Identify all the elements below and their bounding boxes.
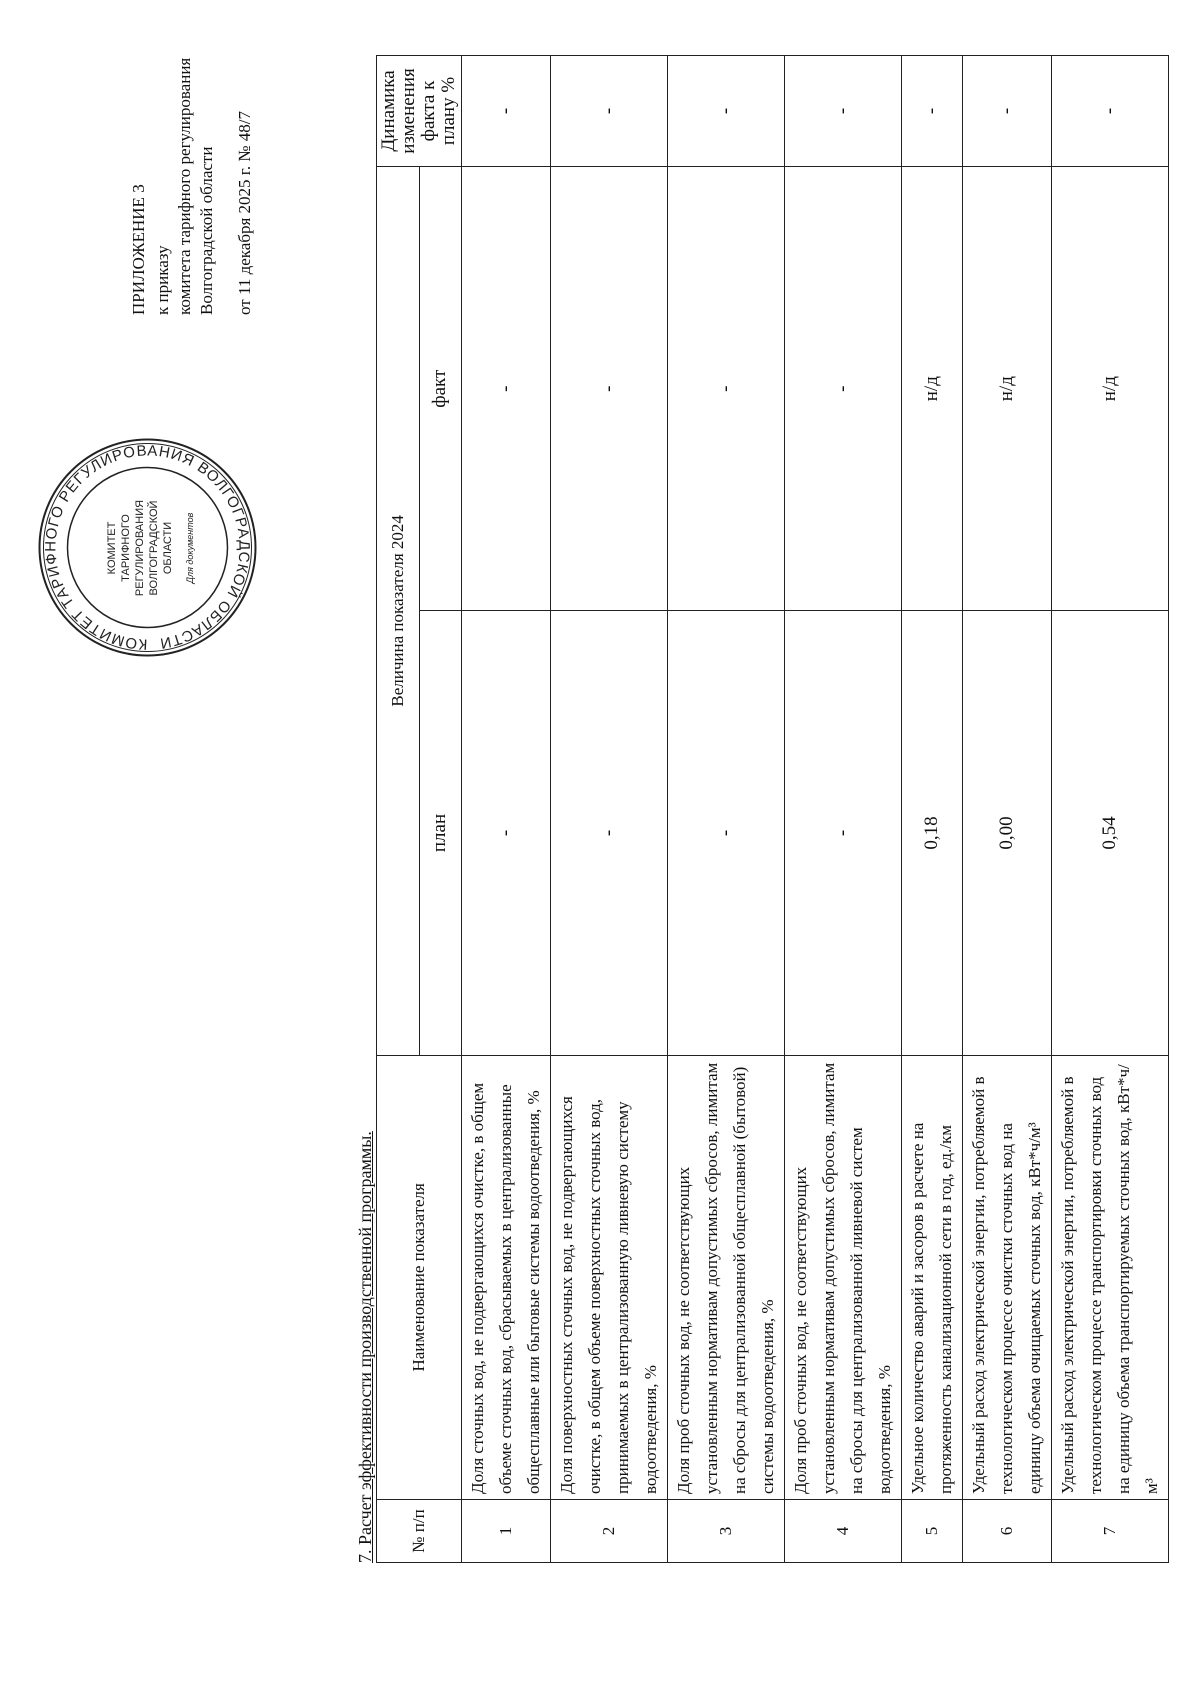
row-num: 6	[963, 1500, 1052, 1563]
row-num: 7	[1052, 1500, 1169, 1563]
row-name: Удельный расход электрической энергии, потребляемой в технологическом процессе транспортировки сточных вод на единицу объема транспортируемых сточных вод, кВт*ч/м³	[1052, 1055, 1169, 1499]
official-seal	[35, 435, 260, 660]
row-name: Удельное количество аварий и засоров в расчете на протяженность канализационной сети в год, ед./км	[902, 1055, 963, 1499]
row-num: 5	[902, 1500, 963, 1563]
row-fact: -	[668, 167, 785, 611]
svg-text:Для документов: Для документов	[185, 512, 195, 584]
row-dynamics: -	[462, 56, 551, 167]
row-dynamics: -	[668, 56, 785, 167]
table-row	[668, 56, 785, 1563]
row-num: 3	[668, 1500, 785, 1563]
appendix-title: ПРИЛОЖЕНИЕ 3	[129, 184, 148, 315]
row-name: Доля проб сточных вод, не соответствующих установленным нормативам допустимых сбросов, лимитам на сбросы для централизованной общесплавной (бытовой) системы водоотведения, %	[668, 1055, 785, 1499]
row-fact: н/д	[1052, 167, 1169, 611]
header-plan: план	[419, 611, 462, 1055]
table-row	[963, 56, 1052, 1563]
appendix-date: от 11 декабря 2025 г. № 48/7	[235, 110, 254, 315]
header-value-group: Величина показателя 2024	[377, 167, 420, 1056]
row-num: 4	[785, 1500, 902, 1563]
row-fact: -	[462, 167, 551, 611]
row-name: Удельный расход электрической энергии, потребляемой в технологическом процессе очистки сточных вод на единицу объема очищаемых сточных вод, кВт*ч/м³	[963, 1055, 1052, 1499]
table-row	[785, 56, 902, 1563]
appendix-line-1: к приказу	[153, 245, 172, 315]
header-name: Наименование показателя	[377, 1055, 462, 1499]
seal-graphic	[35, 435, 260, 660]
row-dynamics: -	[1052, 56, 1169, 167]
row-dynamics: -	[963, 56, 1052, 167]
efficiency-table	[376, 55, 1169, 1563]
row-dynamics: -	[551, 56, 668, 167]
row-fact: -	[551, 167, 668, 611]
row-num: 1	[462, 1500, 551, 1563]
row-plan: -	[668, 611, 785, 1055]
row-plan: 0,00	[963, 611, 1052, 1055]
header-num: № п/п	[377, 1500, 462, 1563]
row-name: Доля сточных вод, не подвергающихся очистке, в общем объеме сточных вод, сбрасываемых в централизованные общесплавные или бытовые системы водоотведения, %	[462, 1055, 551, 1499]
table-row	[1052, 56, 1169, 1563]
table-row	[902, 56, 963, 1563]
row-dynamics: -	[785, 56, 902, 167]
row-plan: 0,18	[902, 611, 963, 1055]
table-row	[462, 56, 551, 1563]
row-name: Доля проб сточных вод, не соответствующих установленным нормативам допустимых сбросов, лимитам на сбросы для централизованной ливневой систем водоотведения, %	[785, 1055, 902, 1499]
svg-text:КОМИТЕТ ТАРИФНОГО РЕГУЛИРОВАНИ: КОМИТЕТ ТАРИФНОГО РЕГУЛИРОВАНИЯ ВОЛГОГРАДСКОЙ ОБЛАСТИ	[42, 442, 253, 653]
row-plan: -	[462, 611, 551, 1055]
table-row	[551, 56, 668, 1563]
appendix-line-2: комитета тарифного регулирования	[175, 57, 194, 315]
header-fact: факт	[419, 167, 462, 611]
svg-text:ТАРИФНОГО: ТАРИФНОГО	[120, 514, 132, 582]
svg-text:РЕГУЛИРОВАНИЯ: РЕГУЛИРОВАНИЯ	[134, 499, 146, 597]
row-dynamics: -	[902, 56, 963, 167]
svg-text:КОМИТЕТ: КОМИТЕТ	[106, 521, 118, 575]
section-title: 7. Расчет эффективности производственной программы.	[355, 1131, 375, 1563]
svg-text:ОБЛАСТИ: ОБЛАСТИ	[162, 521, 174, 575]
header-dynamics: Динамика изменения факта к плану %	[377, 56, 462, 167]
row-plan: -	[785, 611, 902, 1055]
row-num: 2	[551, 1500, 668, 1563]
row-plan: -	[551, 611, 668, 1055]
row-plan: 0,54	[1052, 611, 1169, 1055]
appendix-header	[128, 15, 256, 315]
appendix-line-3: Волгоградской области	[197, 146, 216, 315]
row-name: Доля поверхностных сточных вод, не подвергающихся очистке, в общем объеме поверхностных сточных вод, принимаемых в централизованную ливневую систему водоотведения, %	[551, 1055, 668, 1499]
row-fact: -	[785, 167, 902, 611]
row-fact: н/д	[963, 167, 1052, 611]
row-fact: н/д	[902, 167, 963, 611]
svg-text:ВОЛГОГРАДСКОЙ: ВОЛГОГРАДСКОЙ	[148, 500, 160, 596]
